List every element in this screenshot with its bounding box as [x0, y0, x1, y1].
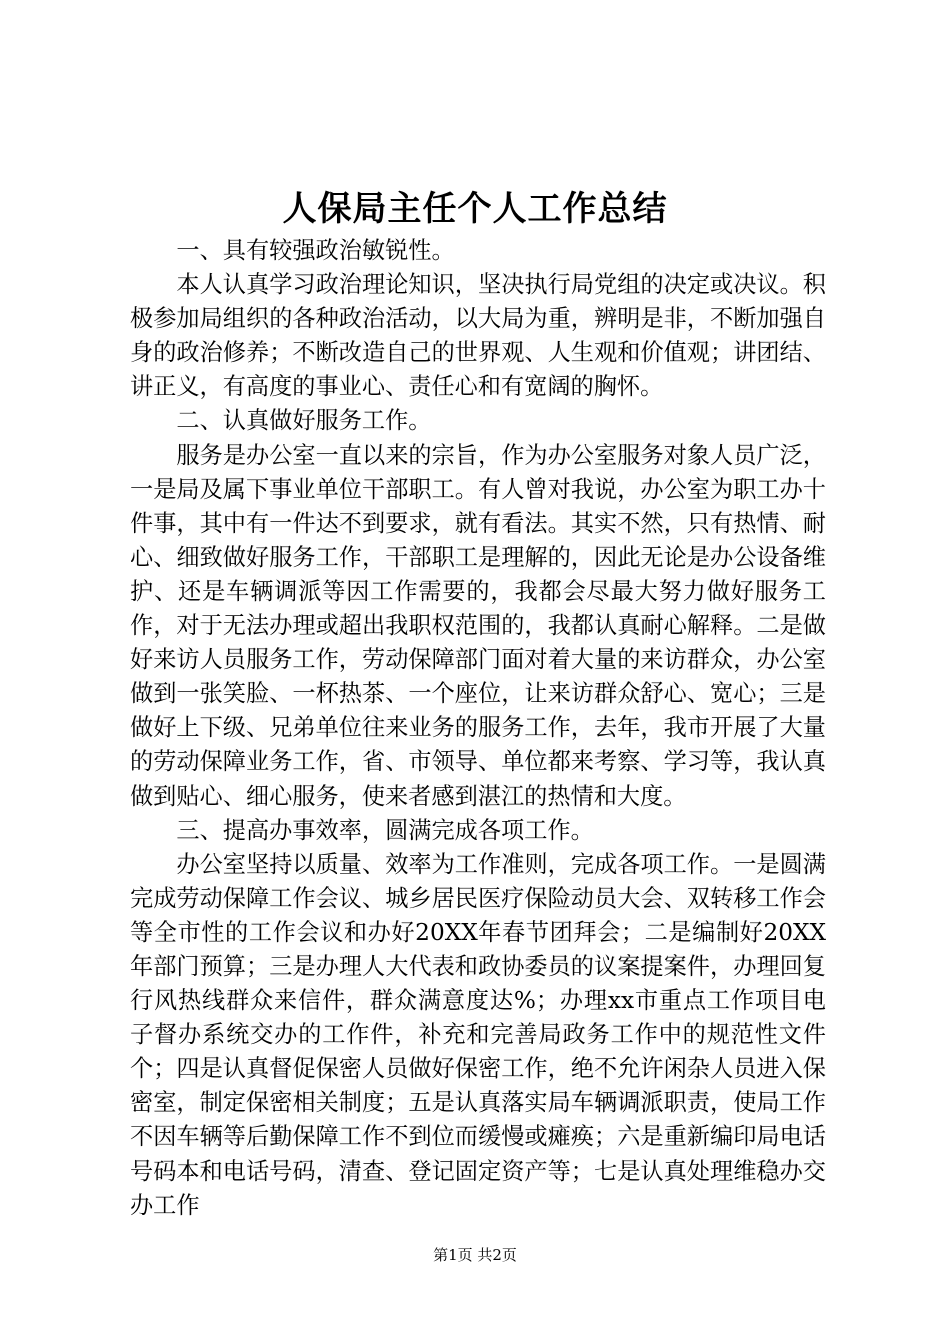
- heading-1: 一、具有较强政治敏锐性。: [176, 237, 455, 264]
- heading-2: 二、认真做好服务工作。: [176, 407, 432, 435]
- page-footer: 第1页 共2页: [433, 1246, 517, 1264]
- heading-3: 三、提高办事效率，圆满完成各项工作。: [176, 816, 594, 844]
- paragraph-3: 办公室坚持以质量、效率为工作准则，完成各项工作。一是圆满完成劳动保障工作会议、城乡居民医疗保险动员大会、双转移工作会等全市性的工作会议和办好20XX年春节团拜会；二是编制好20XX年部门预算；三是办理人大代表和政协委员的议案提案件，办理回复行风热线群众来信件，群众满意度达%；办理xx市重点工作项目电子督办系统交办的工作件，补充和完善局政务工作中的规范性文件个；四是认真督促保密人员做好保密工作，绝不允许闲杂人员进入保密室，制定保密相关制度；五是认真落实局车辆调派职责，使局工作不因车辆等后勤保障工作不到位而缓慢或瘫痪；六是重新编印局电话号码本和电话号码，清查、登记固定资产等；七是认真处理维稳办交办工作: [130, 850, 826, 1219]
- paragraph-1: 本人认真学习政治理论知识，坚决执行局党组的决定或决议。积极参加局组织的各种政治活动，以大局为重，辨明是非，不断加强自身的政治修养；不断改造自己的世界观、人生观和价值观；讲团结、讲正义，有高度的事业心、责任心和有宽阔的胸怀。: [130, 271, 826, 401]
- paragraph-2: 服务是办公室一直以来的宗旨，作为办公室服务对象人员广泛，一是局及属下事业单位干部职工。有人曾对我说，办公室为职工办十件事，其中有一件达不到要求，就有看法。其实不然，只有热情、耐心、细致做好服务工作，干部职工是理解的，因此无论是办公设备维护、还是车辆调派等因工作需要的，我都会尽最大努力做好服务工作，对于无法办理或超出我职权范围的，我都认真耐心解释。二是做好来访人员服务工作，劳动保障部门面对着大量的来访群众，办公室做到一张笑脸、一杯热茶、一个座位，让来访群众舒心、宽心；三是做好上下级、兄弟单位往来业务的服务工作，去年，我市开展了大量的劳动保障业务工作，省、市领导、单位都来考察、学习等，我认真做到贴心、细心服务，使来者感到湛江的热情和大度。: [130, 441, 826, 810]
- document-title: 人保局主任个人工作总结: [282, 189, 668, 229]
- document-body: [130, 234, 826, 1223]
